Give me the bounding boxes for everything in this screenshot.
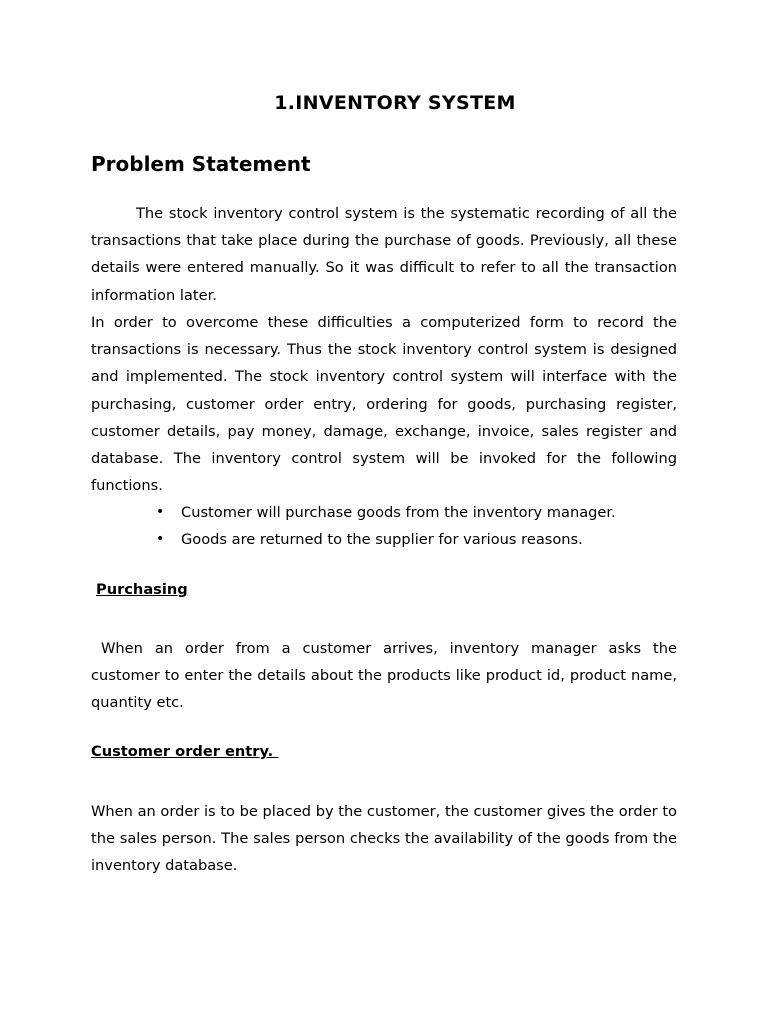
- problem-statement-heading: Problem Statement: [91, 152, 311, 176]
- bullet-text: Goods are returned to the supplier for various reasons.: [181, 531, 583, 549]
- purchasing-heading: Purchasing: [96, 581, 188, 598]
- bullet-icon: •: [156, 531, 165, 548]
- customer-order-entry-paragraph: When an order is to be placed by the customer, the customer gives the order to the sales person. The sales person checks the availability of the goods from the inventory database.: [91, 803, 677, 875]
- bullet-text: Customer will purchase goods from the inventory manager.: [181, 504, 616, 521]
- problem-statement-paragraph-1: The stock inventory control system is the systematic recording of all the transactions that take place during the purchase of goods. Previously, all these details were entered manually. So it was difficult to refer to all the transaction information later.: [91, 205, 677, 304]
- bullet-list-item: [156, 526, 616, 553]
- purchasing-paragraph: When an order from a customer arrives, inventory manager asks the customer to enter the details about the products like product id, product name, quantity etc.: [91, 640, 677, 712]
- document-title: 1.INVENTORY SYSTEM: [274, 92, 516, 114]
- bullet-icon: •: [156, 504, 165, 520]
- bullet-list-item: [156, 499, 616, 526]
- problem-statement-paragraph-2: In order to overcome these difficulties a computerized form to record the transactions is necessary. Thus the stock inventory control system is designed and implemented. The stock inventory control system will interface with the purchasing, customer order entry, ordering for goods, purchasing register, customer details, pay money, damage, exchange, invoice, sales register and database. The inventory control system will be invoked for the following functions.: [91, 314, 677, 495]
- customer-order-entry-heading: Customer order entry.: [91, 743, 279, 760]
- functions-bullet-list: [156, 499, 616, 553]
